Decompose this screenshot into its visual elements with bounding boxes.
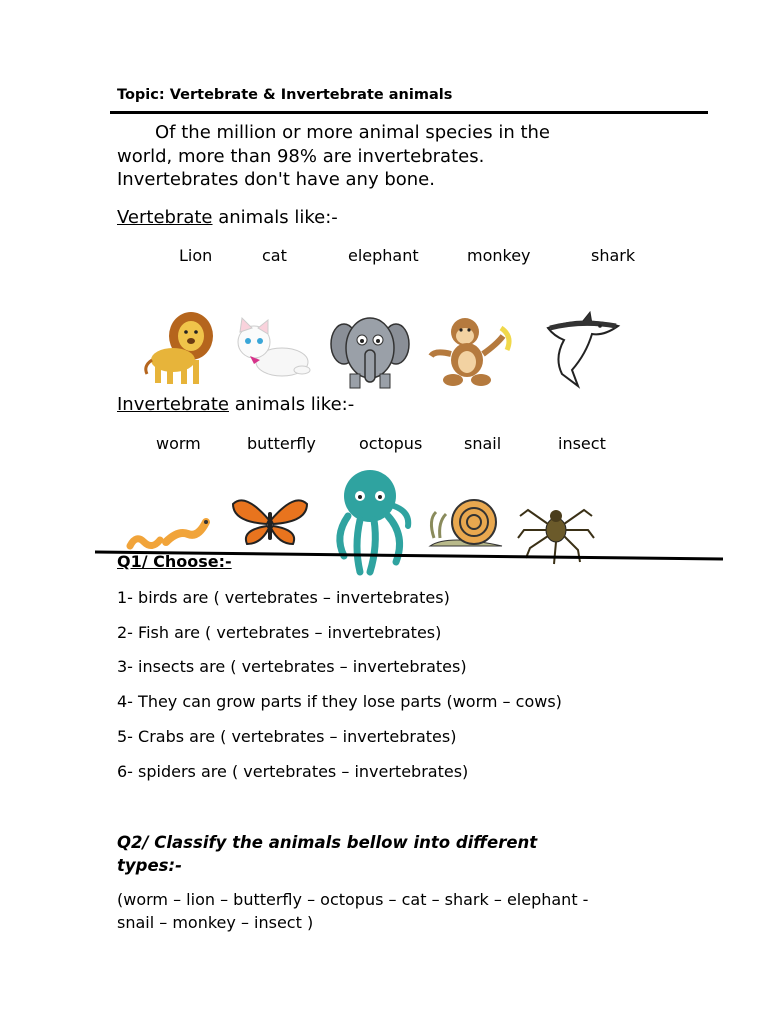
invertebrate-heading bbox=[117, 394, 354, 415]
intro-line-3: Invertebrates don't have any bone. bbox=[117, 169, 435, 190]
butterfly-icon bbox=[231, 496, 309, 548]
intro-line-2: world, more than 98% are invertebrates. bbox=[117, 145, 485, 167]
monkey-icon bbox=[427, 314, 519, 390]
q2-title-line-1: Q2/ Classify the animals bellow into different bbox=[117, 833, 538, 852]
q1-item-4: 4- They can grow parts if they lose parts (worm – cows) bbox=[117, 692, 562, 711]
vertebrate-name-shark: shark bbox=[591, 246, 636, 265]
q2-animal-list bbox=[117, 888, 677, 934]
elephant-icon bbox=[330, 314, 410, 390]
snail-icon bbox=[428, 494, 504, 552]
topic-title: Topic: Vertebrate & Invertebrate animals bbox=[117, 87, 453, 103]
q1-item-5: 5- Crabs are ( vertebrates – invertebrates) bbox=[117, 727, 457, 746]
invertebrate-heading-rest: animals like:- bbox=[228, 394, 355, 415]
q1-item-3: 3- insects are ( vertebrates – invertebrates) bbox=[117, 657, 467, 676]
invertebrate-name-butterfly: butterfly bbox=[247, 434, 316, 453]
q2-title bbox=[117, 831, 617, 877]
intro-paragraph bbox=[117, 121, 677, 192]
q2-title-line-2: types:- bbox=[117, 856, 182, 875]
top-divider bbox=[110, 111, 708, 114]
invertebrate-name-insect: insect bbox=[558, 434, 606, 453]
invertebrate-name-worm: worm bbox=[156, 434, 201, 453]
vertebrate-name-monkey: monkey bbox=[467, 246, 531, 265]
worm-icon bbox=[126, 512, 214, 552]
vertebrate-name-cat: cat bbox=[262, 246, 287, 265]
invertebrate-heading-word: Invertebrate bbox=[117, 394, 229, 415]
invertebrate-name-octopus: octopus bbox=[359, 434, 423, 453]
vertebrate-name-elephant: elephant bbox=[348, 246, 419, 265]
q2-list-line-1: (worm – lion – butterfly – octopus – cat – shark – elephant - bbox=[117, 890, 589, 909]
vertebrate-heading-rest: animals like:- bbox=[212, 207, 338, 228]
cat-icon bbox=[230, 318, 312, 380]
shark-icon bbox=[542, 314, 622, 388]
vertebrate-heading bbox=[117, 207, 338, 228]
vertebrate-name-lion: Lion bbox=[179, 246, 213, 265]
q1-item-6: 6- spiders are ( vertebrates – invertebrates) bbox=[117, 762, 469, 781]
q1-title: Q1/ Choose:- bbox=[117, 552, 232, 571]
q1-item-2: 2- Fish are ( vertebrates – invertebrates) bbox=[117, 623, 442, 642]
vertebrate-heading-word: Vertebrate bbox=[117, 207, 213, 228]
q2-list-line-2: snail – monkey – insect ) bbox=[117, 913, 314, 932]
invertebrate-name-snail: snail bbox=[464, 434, 502, 453]
intro-line-1: Of the million or more animal species in the bbox=[155, 122, 550, 143]
q1-item-1: 1- birds are ( vertebrates – invertebrates) bbox=[117, 588, 450, 607]
lion-icon bbox=[143, 308, 223, 386]
